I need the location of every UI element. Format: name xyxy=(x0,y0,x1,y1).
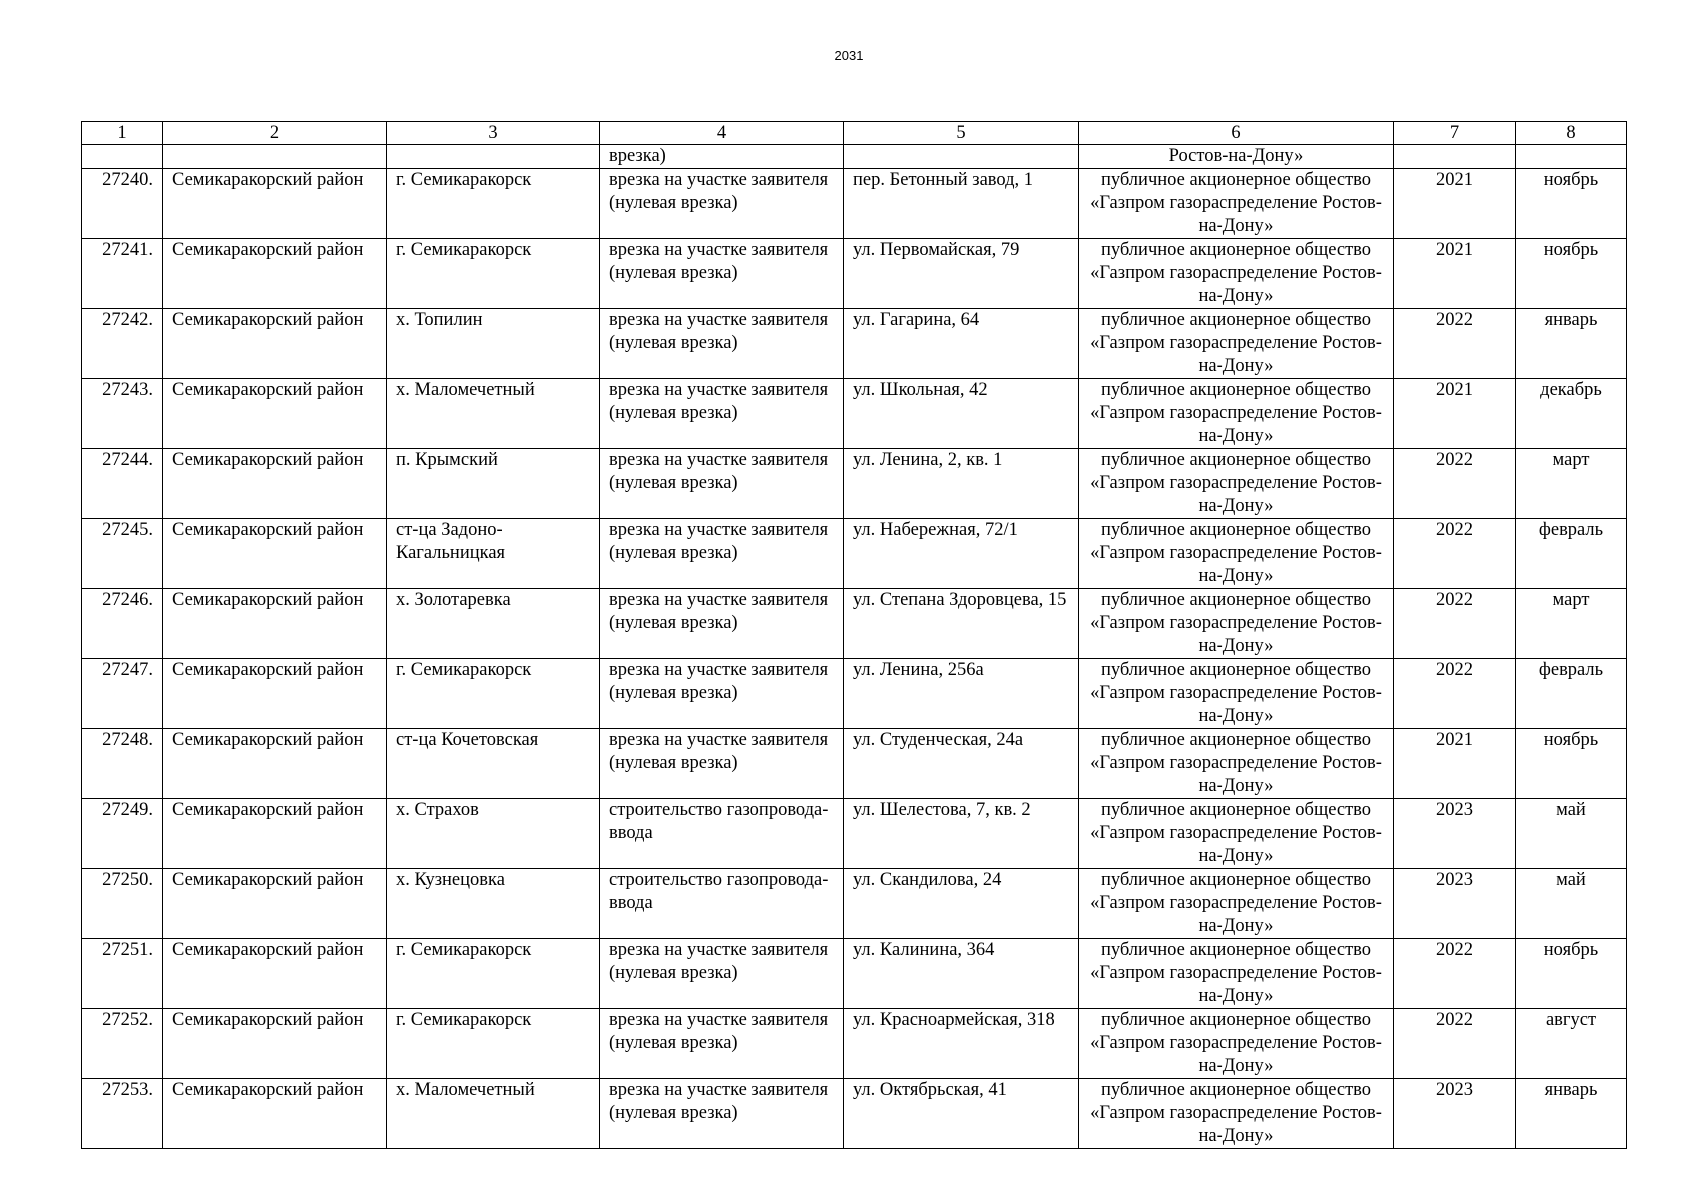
work-type-cell: строительство газопровода-ввода xyxy=(600,869,844,939)
address-cell: ул. Набережная, 72/1 xyxy=(844,519,1079,589)
year-cell: 2021 xyxy=(1394,379,1516,449)
work-type-cell: врезка на участке заявителя (нулевая врезка) xyxy=(600,1009,844,1079)
locality-cell: х. Маломечетный xyxy=(387,379,600,449)
address-cell: ул. Ленина, 2, кв. 1 xyxy=(844,449,1079,519)
address-cell: ул. Калинина, 364 xyxy=(844,939,1079,1009)
district-cell: Семикаракорский район xyxy=(163,799,387,869)
organization-cell: публичное акционерное общество «Газпром газораспределение Ростов-на-Дону» xyxy=(1079,939,1394,1009)
work-type-cell: строительство газопровода-ввода xyxy=(600,799,844,869)
continuation-row xyxy=(82,145,1627,169)
column-number: 4 xyxy=(600,122,844,145)
address-cell: ул. Школьная, 42 xyxy=(844,379,1079,449)
organization-cell: публичное акционерное общество «Газпром газораспределение Ростов-на-Дону» xyxy=(1079,1079,1394,1149)
work-type-cell: врезка на участке заявителя (нулевая врезка) xyxy=(600,659,844,729)
table-row xyxy=(82,239,1627,309)
address-cell: ул. Красноармейская, 318 xyxy=(844,1009,1079,1079)
month-cell: ноябрь xyxy=(1516,729,1627,799)
table-row xyxy=(82,659,1627,729)
row-number-cell: 27249. xyxy=(82,799,163,869)
continuation-cell: Ростов-на-Дону» xyxy=(1079,145,1394,169)
work-type-cell: врезка на участке заявителя (нулевая врезка) xyxy=(600,939,844,1009)
column-number: 5 xyxy=(844,122,1079,145)
address-cell: ул. Октябрьская, 41 xyxy=(844,1079,1079,1149)
locality-cell: г. Семикаракорск xyxy=(387,939,600,1009)
locality-cell: ст-ца Кочетовская xyxy=(387,729,600,799)
column-number: 8 xyxy=(1516,122,1627,145)
month-cell: февраль xyxy=(1516,519,1627,589)
column-number: 6 xyxy=(1079,122,1394,145)
year-cell: 2023 xyxy=(1394,869,1516,939)
column-number: 3 xyxy=(387,122,600,145)
continuation-cell xyxy=(387,145,600,169)
locality-cell: г. Семикаракорск xyxy=(387,169,600,239)
table-row xyxy=(82,589,1627,659)
month-cell: март xyxy=(1516,449,1627,519)
organization-cell: публичное акционерное общество «Газпром газораспределение Ростов-на-Дону» xyxy=(1079,799,1394,869)
district-cell: Семикаракорский район xyxy=(163,659,387,729)
district-cell: Семикаракорский район xyxy=(163,309,387,379)
year-cell: 2022 xyxy=(1394,659,1516,729)
row-number-cell: 27247. xyxy=(82,659,163,729)
district-cell: Семикаракорский район xyxy=(163,1079,387,1149)
table-row xyxy=(82,449,1627,519)
row-number-cell: 27241. xyxy=(82,239,163,309)
continuation-cell xyxy=(1394,145,1516,169)
continuation-cell xyxy=(1516,145,1627,169)
work-type-cell: врезка на участке заявителя (нулевая врезка) xyxy=(600,519,844,589)
organization-cell: публичное акционерное общество «Газпром газораспределение Ростов-на-Дону» xyxy=(1079,1009,1394,1079)
page-number: 2031 xyxy=(834,48,864,63)
work-type-cell: врезка на участке заявителя (нулевая врезка) xyxy=(600,239,844,309)
locality-cell: г. Семикаракорск xyxy=(387,659,600,729)
continuation-cell xyxy=(82,145,163,169)
row-number-cell: 27246. xyxy=(82,589,163,659)
table-row xyxy=(82,519,1627,589)
column-number-row xyxy=(82,122,1627,145)
column-number: 1 xyxy=(82,122,163,145)
table-row xyxy=(82,799,1627,869)
district-cell: Семикаракорский район xyxy=(163,519,387,589)
locality-cell: х. Золотаревка xyxy=(387,589,600,659)
year-cell: 2021 xyxy=(1394,169,1516,239)
continuation-cell xyxy=(844,145,1079,169)
locality-cell: х. Кузнецовка xyxy=(387,869,600,939)
organization-cell: публичное акционерное общество «Газпром газораспределение Ростов-на-Дону» xyxy=(1079,519,1394,589)
table-row xyxy=(82,939,1627,1009)
year-cell: 2022 xyxy=(1394,449,1516,519)
month-cell: август xyxy=(1516,1009,1627,1079)
month-cell: январь xyxy=(1516,1079,1627,1149)
month-cell: декабрь xyxy=(1516,379,1627,449)
address-cell: ул. Гагарина, 64 xyxy=(844,309,1079,379)
work-type-cell: врезка на участке заявителя (нулевая врезка) xyxy=(600,729,844,799)
row-number-cell: 27240. xyxy=(82,169,163,239)
address-cell: ул. Студенческая, 24а xyxy=(844,729,1079,799)
work-type-cell: врезка на участке заявителя (нулевая врезка) xyxy=(600,379,844,449)
year-cell: 2021 xyxy=(1394,239,1516,309)
table-row xyxy=(82,169,1627,239)
district-cell: Семикаракорский район xyxy=(163,1009,387,1079)
district-cell: Семикаракорский район xyxy=(163,169,387,239)
locality-cell: ст-ца Задоно-Кагальницкая xyxy=(387,519,600,589)
year-cell: 2023 xyxy=(1394,799,1516,869)
work-type-cell: врезка на участке заявителя (нулевая врезка) xyxy=(600,309,844,379)
district-cell: Семикаракорский район xyxy=(163,239,387,309)
month-cell: ноябрь xyxy=(1516,239,1627,309)
row-number-cell: 27251. xyxy=(82,939,163,1009)
organization-cell: публичное акционерное общество «Газпром газораспределение Ростов-на-Дону» xyxy=(1079,869,1394,939)
month-cell: февраль xyxy=(1516,659,1627,729)
address-cell: ул. Степана Здоровцева, 15 xyxy=(844,589,1079,659)
month-cell: январь xyxy=(1516,309,1627,379)
year-cell: 2021 xyxy=(1394,729,1516,799)
row-number-cell: 27250. xyxy=(82,869,163,939)
district-cell: Семикаракорский район xyxy=(163,449,387,519)
organization-cell: публичное акционерное общество «Газпром газораспределение Ростов-на-Дону» xyxy=(1079,659,1394,729)
organization-cell: публичное акционерное общество «Газпром газораспределение Ростов-на-Дону» xyxy=(1079,239,1394,309)
district-cell: Семикаракорский район xyxy=(163,869,387,939)
row-number-cell: 27248. xyxy=(82,729,163,799)
continuation-cell: врезка) xyxy=(600,145,844,169)
year-cell: 2022 xyxy=(1394,519,1516,589)
month-cell: ноябрь xyxy=(1516,169,1627,239)
table-row xyxy=(82,869,1627,939)
row-number-cell: 27245. xyxy=(82,519,163,589)
locality-cell: х. Страхов xyxy=(387,799,600,869)
year-cell: 2022 xyxy=(1394,309,1516,379)
district-cell: Семикаракорский район xyxy=(163,589,387,659)
row-number-cell: 27243. xyxy=(82,379,163,449)
row-number-cell: 27252. xyxy=(82,1009,163,1079)
work-type-cell: врезка на участке заявителя (нулевая врезка) xyxy=(600,589,844,659)
table-body xyxy=(82,122,1627,1149)
work-type-cell: врезка на участке заявителя (нулевая врезка) xyxy=(600,169,844,239)
table-row xyxy=(82,309,1627,379)
address-cell: пер. Бетонный завод, 1 xyxy=(844,169,1079,239)
column-number: 7 xyxy=(1394,122,1516,145)
district-cell: Семикаракорский район xyxy=(163,729,387,799)
table-row xyxy=(82,1079,1627,1149)
year-cell: 2022 xyxy=(1394,939,1516,1009)
row-number-cell: 27242. xyxy=(82,309,163,379)
organization-cell: публичное акционерное общество «Газпром газораспределение Ростов-на-Дону» xyxy=(1079,589,1394,659)
column-number: 2 xyxy=(163,122,387,145)
locality-cell: х. Маломечетный xyxy=(387,1079,600,1149)
month-cell: март xyxy=(1516,589,1627,659)
work-type-cell: врезка на участке заявителя (нулевая врезка) xyxy=(600,1079,844,1149)
locality-cell: п. Крымский xyxy=(387,449,600,519)
month-cell: май xyxy=(1516,869,1627,939)
organization-cell: публичное акционерное общество «Газпром газораспределение Ростов-на-Дону» xyxy=(1079,169,1394,239)
organization-cell: публичное акционерное общество «Газпром газораспределение Ростов-на-Дону» xyxy=(1079,379,1394,449)
year-cell: 2022 xyxy=(1394,589,1516,659)
row-number-cell: 27244. xyxy=(82,449,163,519)
register-table xyxy=(81,121,1627,1149)
year-cell: 2023 xyxy=(1394,1079,1516,1149)
table-row xyxy=(82,379,1627,449)
row-number-cell: 27253. xyxy=(82,1079,163,1149)
address-cell: ул. Скандилова, 24 xyxy=(844,869,1079,939)
locality-cell: г. Семикаракорск xyxy=(387,1009,600,1079)
organization-cell: публичное акционерное общество «Газпром газораспределение Ростов-на-Дону» xyxy=(1079,449,1394,519)
table-row xyxy=(82,729,1627,799)
district-cell: Семикаракорский район xyxy=(163,939,387,1009)
work-type-cell: врезка на участке заявителя (нулевая врезка) xyxy=(600,449,844,519)
table-row xyxy=(82,1009,1627,1079)
address-cell: ул. Ленина, 256а xyxy=(844,659,1079,729)
year-cell: 2022 xyxy=(1394,1009,1516,1079)
locality-cell: х. Топилин xyxy=(387,309,600,379)
month-cell: май xyxy=(1516,799,1627,869)
address-cell: ул. Шелестова, 7, кв. 2 xyxy=(844,799,1079,869)
organization-cell: публичное акционерное общество «Газпром газораспределение Ростов-на-Дону» xyxy=(1079,729,1394,799)
locality-cell: г. Семикаракорск xyxy=(387,239,600,309)
month-cell: ноябрь xyxy=(1516,939,1627,1009)
district-cell: Семикаракорский район xyxy=(163,379,387,449)
organization-cell: публичное акционерное общество «Газпром газораспределение Ростов-на-Дону» xyxy=(1079,309,1394,379)
continuation-cell xyxy=(163,145,387,169)
address-cell: ул. Первомайская, 79 xyxy=(844,239,1079,309)
